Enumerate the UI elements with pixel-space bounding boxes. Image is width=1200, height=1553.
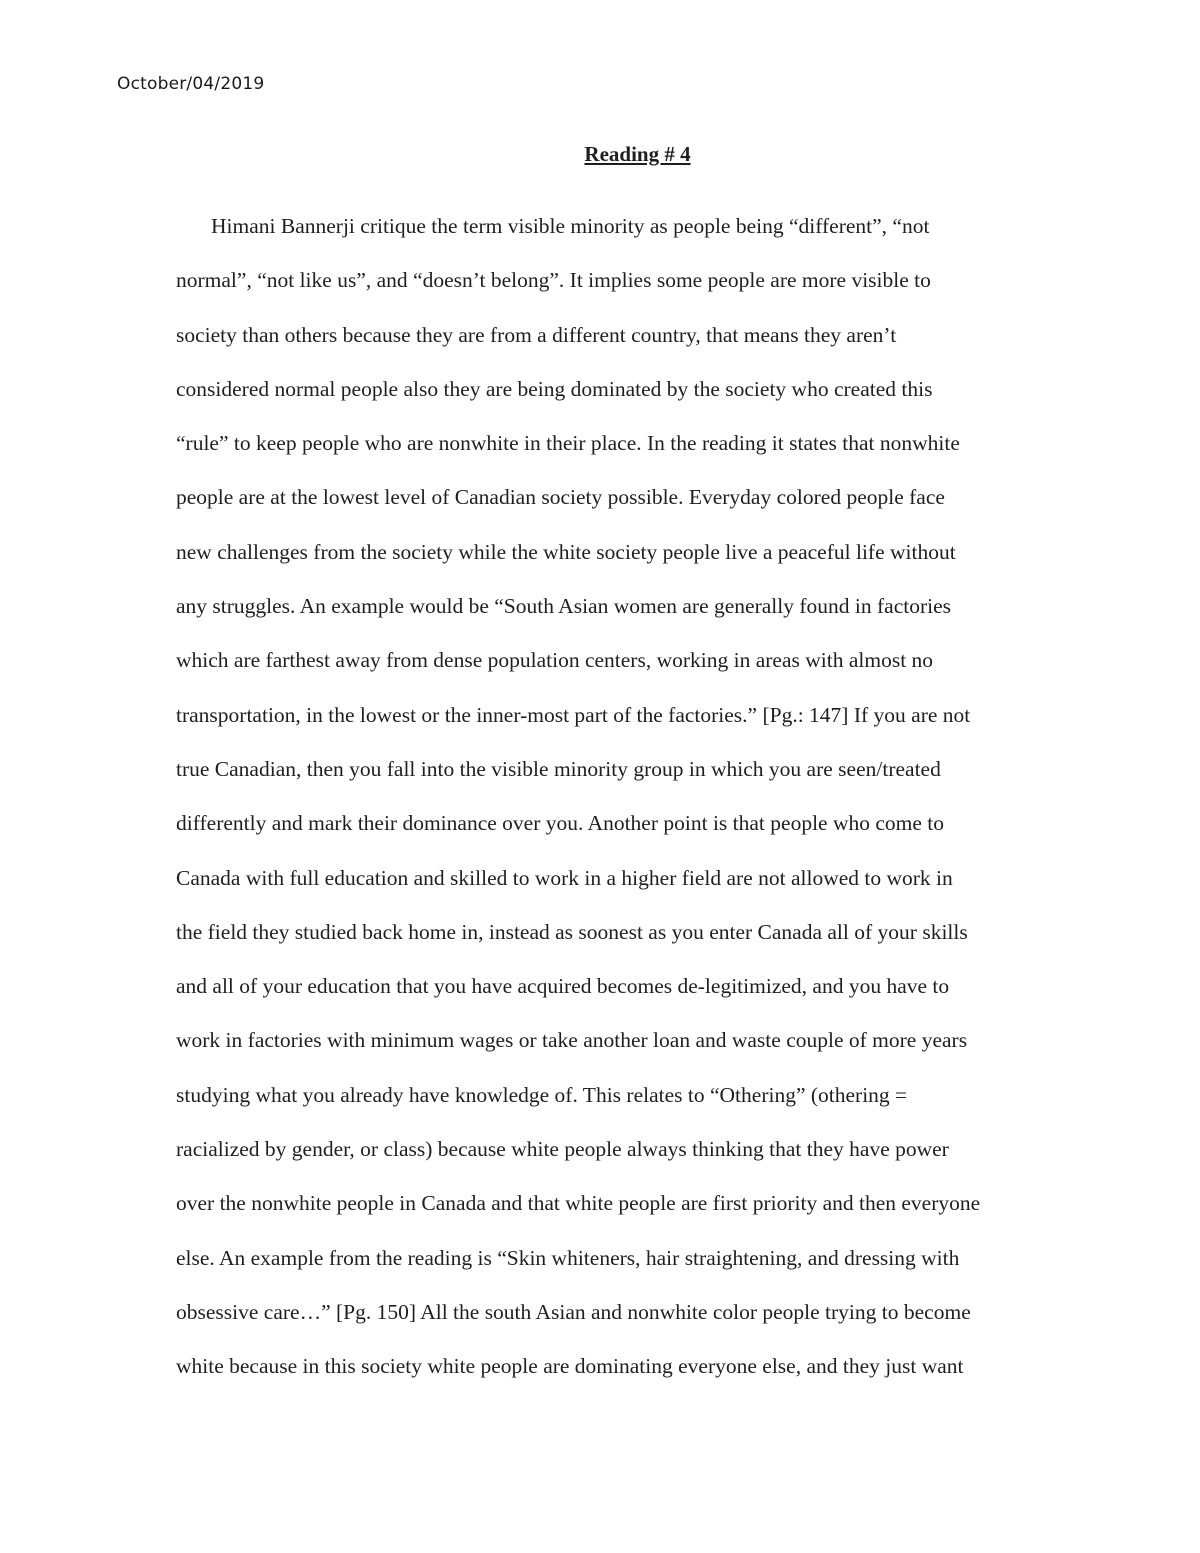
essay-line: “rule” to keep people who are nonwhite in their place. In the reading it states that nonwhite (176, 431, 960, 456)
essay-line: white because in this society white people are dominating everyone else, and they just want (176, 1354, 964, 1379)
essay-line: true Canadian, then you fall into the visible minority group in which you are seen/treated (176, 756, 941, 781)
essay-line: Canada with full education and skilled to work in a higher field are not allowed to work in (176, 865, 953, 890)
essay-line: studying what you already have knowledge of. This relates to “Othering” (othering = (176, 1082, 908, 1107)
essay-line: over the nonwhite people in Canada and that white people are first priority and then everyone (176, 1191, 981, 1216)
essay-line: obsessive care…” [Pg. 150] All the south Asian and nonwhite color people trying to become (176, 1299, 971, 1324)
essay-line: work in factories with minimum wages or take another loan and waste couple of more years (176, 1028, 968, 1053)
essay-line: society than others because they are from a different country, that means they aren’t (176, 322, 897, 347)
essay-line: differently and mark their dominance over you. Another point is that people who come to (176, 811, 945, 836)
essay-line: any struggles. An example would be “South Asian women are generally found in factories (176, 594, 951, 619)
document-date: October/04/2019 (117, 74, 265, 94)
document-title: Reading # 4 (584, 142, 691, 166)
essay-line: racialized by gender, or class) because white people always thinking that they have power (176, 1137, 949, 1162)
essay-line: transportation, in the lowest or the inner-most part of the factories.” [Pg.: 147] If you are not (176, 702, 971, 727)
essay-line: else. An example from the reading is “Skin whiteners, hair straightening, and dressing with (176, 1245, 960, 1270)
essay-line: and all of your education that you have acquired becomes de-legitimized, and you have to (176, 974, 950, 999)
essay-line: considered normal people also they are being dominated by the society who created this (176, 376, 933, 401)
essay-body (176, 210, 1076, 1405)
essay-line: which are farthest away from dense population centers, working in areas with almost no (176, 648, 934, 673)
essay-line: normal”, “not like us”, and “doesn’t belong”. It implies some people are more visible to (176, 268, 931, 293)
essay-line: Himani Bannerji critique the term visible minority as people being “different”, “not (211, 214, 930, 238)
essay-line: new challenges from the society while the white society people live a peaceful life without (176, 539, 956, 564)
essay-line: the field they studied back home in, instead as soonest as you enter Canada all of your skills (176, 919, 968, 944)
essay-line: people are at the lowest level of Canadian society possible. Everyday colored people face (176, 485, 945, 510)
